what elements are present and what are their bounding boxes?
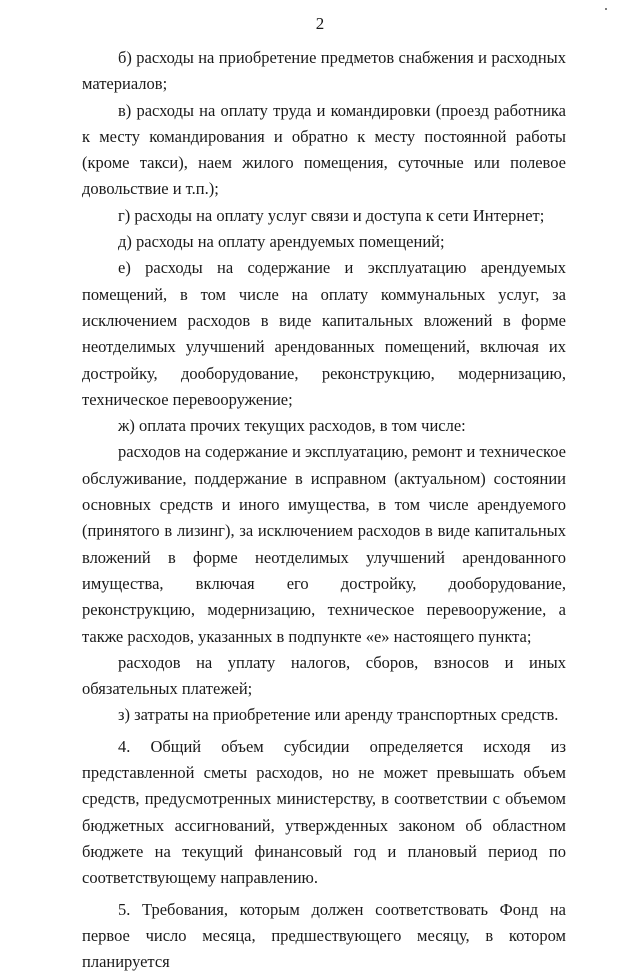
paragraph-maintenance-repair: расходов на содержание и эксплуатацию, ремонт и техническое обслуживание, поддержание в исправном (актуальном) состоянии основных средств и иного имущества, в том числе арендуемого (принятого в лизинг), за исключением расходов в виде капитальных вложений в форме неотделимых улучшений арендованного имущества, включая его достройку, дооборудование, реконструкцию, модернизацию, техническое перевооружение, а также расходов, указанных в подпункте «е» настоящего пункта; (82, 439, 566, 649)
paragraph-taxes: расходов на уплату налогов, сборов, взносов и иных обязательных платежей; (82, 650, 566, 703)
paragraph-zh-other-expenses: ж) оплата прочих текущих расходов, в том числе: (82, 413, 566, 439)
paragraph-5-requirements: 5. Требования, которым должен соответствовать Фонд на первое число месяца, предшествующего месяцу, в котором планируется (82, 897, 566, 975)
paragraph-b-supplies: б) расходы на приобретение предметов снабжения и расходных материалов; (82, 45, 566, 98)
paragraph-e-maintenance: е) расходы на содержание и эксплуатацию арендуемых помещений, в том числе на оплату коммунальных услуг, за исключением расходов в виде капитальных вложений в форме неотделимых улучшений арендованных помещений, включая их достройку, дооборудование, реконструкцию, модернизацию, техническое перевооружение; (82, 255, 566, 413)
paragraph-g-communications: г) расходы на оплату услуг связи и доступа к сети Интернет; (82, 203, 566, 229)
paragraph-v-labor-travel: в) расходы на оплату труда и командировки (проезд работника к месту командирования и обратно к месту постоянной работы (кроме такси), наем жилого помещения, суточные или полевое довольствие и т.п.); (82, 98, 566, 203)
page-number: 2 (0, 12, 640, 36)
document-body (82, 45, 566, 975)
paragraph-4-subsidy-volume: 4. Общий объем субсидии определяется исходя из представленной сметы расходов, но не может превышать объем средств, предусмотренных министерству, в соответствии с объемом бюджетных ассигнований, утвержденных законом об областном бюджете на текущий финансовый год и плановый период по соответствующему направлению. (82, 734, 566, 892)
paragraph-d-rent: д) расходы на оплату арендуемых помещений; (82, 229, 566, 255)
scan-speck (605, 8, 607, 10)
paragraph-z-transport: з) затраты на приобретение или аренду транспортных средств. (82, 702, 566, 728)
